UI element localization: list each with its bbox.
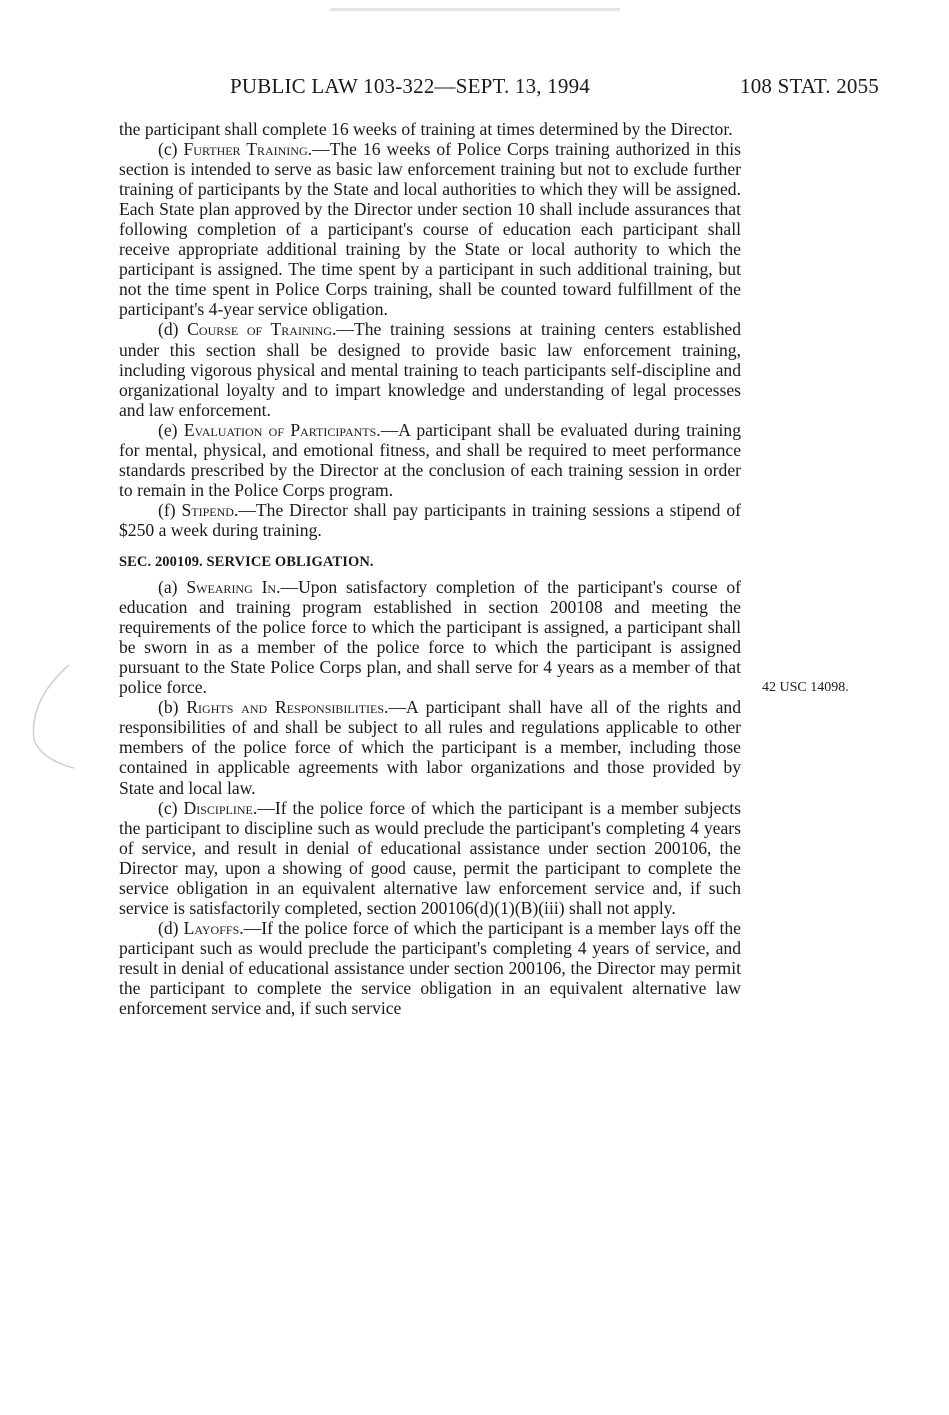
scan-artifact: [330, 6, 620, 14]
margin-note-usc: 42 USC 14098.: [762, 680, 849, 695]
paragraph-discipline: (c) Discipline.—If the police force of which the participant is a member subjects the participant to discipline such as would preclude the participant's completing 4 years of service, and result in denial of educational assistance under section 200106, the Director may, upon a showing of good cause, permit the participant to complete the service obligation in an equivalent alternative law enforcement service and, if such service is satisfactorily completed, section 200106(d)(1)(B)(iii) shall not apply.: [119, 797, 741, 918]
paragraph-continuation: the participant shall complete 16 weeks of training at times determined by the Director.: [119, 119, 733, 139]
subsection-heading: Further Training: [183, 139, 308, 160]
subsection-heading: Course of Training: [187, 319, 332, 340]
subsection-heading: Layoffs: [183, 917, 240, 938]
paragraph-rights: (b) Rights and Responsibilities.—A participant shall have all of the rights and responsibilities of and shall be subject to all rules and regulations applicable to other members of the police force of which the participant is a member, including those contained in applicable agreements with labor organizations and those provided by State and local law.: [119, 697, 742, 798]
subsection-heading: Stipend: [181, 499, 234, 520]
paragraph-course-of-training: (d) Course of Training.—The training sessions at training centers established under this section shall be designed to provide basic law enforcement training, including vigorous physical and mental training to teach participants self-discipline and organizational loyalty and to impart knowledge and understanding of legal processes and law enforcement.: [119, 319, 741, 420]
body-text: [119, 119, 741, 1018]
paragraph-further-training: (c) Further Training.—The 16 weeks of Police Corps training authorized in this section is intended to serve as basic law enforcement training but not to exclude further training of participants by the State and local authorities to which they will be assigned. Each State plan approved by the Director under section 10 shall include assurances that following completion of a participant's course of education each participant shall receive appropriate additional training by the State or local authority to which the participant is assigned. The time spent by a participant in such additional training, but not the time spent in Police Corps training, shall be counted toward fulfillment of the participant's 4-year service obligation.: [119, 139, 741, 320]
header-title: PUBLIC LAW 103-322—SEPT. 13, 1994: [230, 74, 590, 98]
paragraph-layoffs: (d) Layoffs.—If the police force of which the participant is a member lays off the participant such as would preclude the participant's completing 4 years of service, and result in denial of educational assistance under section 200106, the Director may permit the participant to complete the service obligation in an equivalent alternative law enforcement service and, if such service: [119, 917, 741, 1019]
subsection-heading: Evaluation of Participants: [183, 419, 377, 440]
paragraph-swearing-in: (a) Swearing In.—Upon satisfactory completion of the participant's course of education and training program established in section 200108 and meeting the requirements of the police force to which the participant is assigned, a participant shall be sworn in as a member of the police force to which the participant is assigned pursuant to the State Police Corps plan, and shall serve for 4 years as a member of that police force.: [119, 577, 741, 698]
scan-artifact-curve: [24, 660, 84, 770]
page-header: [0, 74, 949, 102]
subsection-heading: Swearing In: [186, 577, 277, 598]
subsection-heading: Rights and Responsibilities: [186, 697, 385, 718]
header-stat-page: 108 STAT. 2055: [740, 74, 879, 98]
paragraph-stipend: (f) Stipend.—The Director shall pay participants in training sessions a stipend of $250 a week during training.: [119, 499, 741, 540]
subsection-heading: Discipline: [183, 797, 253, 818]
section-heading: SEC. 200109. SERVICE OBLIGATION.: [119, 553, 374, 570]
paragraph-evaluation: (e) Evaluation of Participants.—A participant shall be evaluated during training for mental, physical, and emotional fitness, and shall be required to meet performance standards prescribed by the Director at the conclusion of each training session in order to remain in the Police Corps program.: [119, 419, 741, 500]
